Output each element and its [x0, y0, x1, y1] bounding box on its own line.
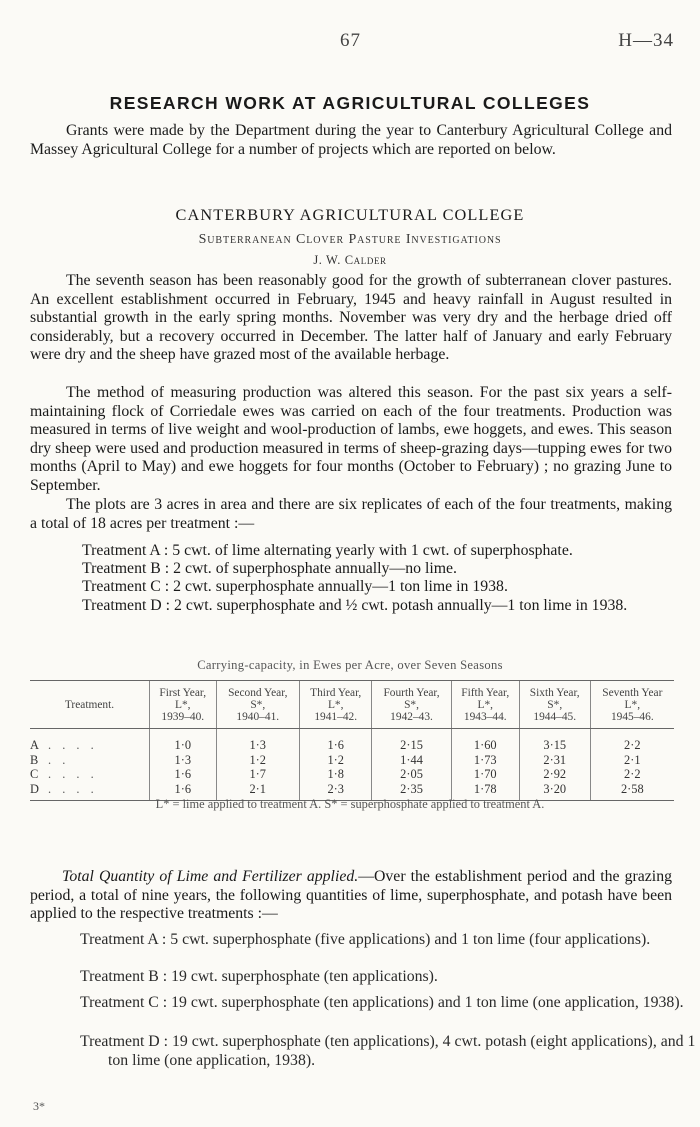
- table-cell: 1·3: [216, 729, 299, 753]
- table-caption: Carrying-capacity, in Ewes per Acre, over Seven Seasons: [197, 658, 503, 672]
- table-cell: 2·2: [590, 767, 674, 782]
- table-row: [30, 767, 674, 782]
- total-quantity-heading: Total Quantity of Lime and Fertilizer applied.: [62, 868, 359, 885]
- column-header: Second Year, S*, 1940–41.: [216, 681, 299, 729]
- column-header: Fifth Year, L*, 1943–44.: [451, 681, 519, 729]
- column-header: Fourth Year, S*, 1942–43.: [372, 681, 451, 729]
- table-cell: 2·05: [372, 767, 451, 782]
- table-cell: 2·35: [372, 782, 451, 801]
- treatment-item: [82, 542, 700, 560]
- paragraph-method: The method of measuring production was altered this season. For the past six years a self-maintaining flock of Corriedale ewes was carried on each of the four treatments. Production was measured in terms of live weight and wool-production of lambs, ewe hoggets, and ewes. This season dry sheep were used and production measured in terms of sheep-grazing days—tupping ewes for two months (April to May) and ewe hoggets for four months (October to February) ; no grazing June to September.: [30, 384, 672, 494]
- paragraph-season: The seventh season has been reasonably good for the growth of subterranean clover pastures. An excellent establishment occurred in February, 1945 and heavy rainfall in August resulted in substantial growth in the early spring months. November was very dry and the herbage dried off considerably, but a recovery occurred in December. The latter half of January and early February were dry and the sheep have grazed most of the available herbage.: [30, 272, 672, 364]
- table-cell: 3·20: [519, 782, 590, 801]
- table-cell: 1·6: [150, 782, 217, 801]
- treatment-label: Treatment A :: [80, 931, 167, 948]
- total-quantity-item: [80, 994, 700, 1013]
- table-cell: 1·6: [150, 767, 217, 782]
- table-cell: 2·1: [590, 753, 674, 768]
- treatment-label: Treatment D :: [82, 597, 171, 614]
- treatment-text: 19 cwt. superphosphate (ten applications) and 1 ton lime (one application, 1938).: [171, 994, 684, 1011]
- intro-paragraph: Grants were made by the Department during the year to Canterbury Agricultural College and Massey Agricultural College for a number of projects which are reported on below.: [30, 122, 672, 158]
- treatment-text: 19 cwt. superphosphate (ten applications).: [171, 968, 438, 985]
- table-cell: 1·6: [299, 729, 371, 753]
- table-cell: 1·2: [299, 753, 371, 768]
- treatment-item: [82, 560, 700, 578]
- row-header: Treatment.: [30, 681, 150, 729]
- table-cell: 2·92: [519, 767, 590, 782]
- row-label: B . .: [30, 752, 70, 767]
- treatment-item: [82, 597, 700, 615]
- treatment-text: 2 cwt. superphosphate annually—1 ton lime in 1938.: [173, 578, 508, 595]
- section-subheading: Subterranean Clover Pasture Investigations: [198, 232, 502, 247]
- table-row: [30, 729, 674, 753]
- treatment-text: 2 cwt. of superphosphate annually—no lime.: [173, 560, 457, 577]
- table-cell: 1·0: [150, 729, 217, 753]
- treatment-item: [82, 578, 700, 596]
- total-quantity-item: [80, 1033, 700, 1070]
- table-header-row: [30, 681, 674, 729]
- paragraph-plots: The plots are 3 acres in area and there are six replicates of each of the four treatments, making a total of 18 acres per treatment :—: [30, 496, 672, 532]
- row-label: A . . . .: [30, 738, 98, 752]
- table-cell: 2·1: [216, 782, 299, 801]
- column-header: Third Year, L*, 1941–42.: [299, 681, 371, 729]
- row-label: D . . . .: [30, 782, 150, 801]
- table-cell: 1·60: [451, 729, 519, 753]
- treatment-label: Treatment D :: [80, 1033, 169, 1050]
- table-cell: 2·3: [299, 782, 371, 801]
- table-cell: 2·2: [590, 729, 674, 753]
- page-number: 67: [340, 30, 361, 51]
- total-quantity-body: —Over the establishment period and the grazing period, a total of nine years, the following quantities of lime, superphosphate, and potash have been applied to the respective treatments :—: [30, 868, 672, 923]
- total-quantity-item: [80, 968, 700, 987]
- column-header: First Year, L*, 1939–40.: [150, 681, 217, 729]
- treatment-label: Treatment C :: [80, 994, 168, 1011]
- table-cell: 3·15: [519, 729, 590, 753]
- row-label: C . . . .: [30, 767, 98, 781]
- treatment-label: Treatment B :: [82, 560, 170, 577]
- page-title: RESEARCH WORK AT AGRICULTURAL COLLEGES: [109, 93, 591, 113]
- table-cell: 1·44: [372, 753, 451, 768]
- carrying-capacity-table: [30, 680, 674, 801]
- table-row: [30, 753, 674, 768]
- table-cell: 1·78: [451, 782, 519, 801]
- treatment-label: Treatment A :: [82, 542, 169, 559]
- treatment-text: 2 cwt. superphosphate and ½ cwt. potash annually—1 ton lime in 1938.: [174, 597, 628, 614]
- table-cell: 1·70: [451, 767, 519, 782]
- table-cell: 2·15: [372, 729, 451, 753]
- author-name: J. W. Calder: [313, 253, 387, 267]
- table-cell: 1·73: [451, 753, 519, 768]
- table-cell: 2·58: [590, 782, 674, 801]
- table-cell: 1·2: [216, 753, 299, 768]
- treatment-label: Treatment B :: [80, 968, 168, 985]
- table-cell: 1·7: [216, 767, 299, 782]
- treatment-text: 5 cwt. of lime alternating yearly with 1 cwt. of superphosphate.: [172, 542, 573, 559]
- treatment-label: Treatment C :: [82, 578, 170, 595]
- treatment-text: 5 cwt. superphosphate (five applications) and 1 ton lime (four applications).: [170, 931, 651, 948]
- treatment-text: 19 cwt. superphosphate (ten applications), 4 cwt. potash (eight applications), and 1 ton lime (one application, 1938).: [108, 1033, 696, 1069]
- table-cell: 2·31: [519, 753, 590, 768]
- college-heading: CANTERBURY AGRICULTURAL COLLEGE: [175, 205, 525, 224]
- total-quantity-item: [80, 931, 700, 950]
- column-header: Seventh Year L*, 1945–46.: [590, 681, 674, 729]
- column-header: Sixth Year, S*, 1944–45.: [519, 681, 590, 729]
- table-cell: 1·3: [150, 753, 217, 768]
- signature-mark: 3*: [33, 1099, 45, 1113]
- table-cell: 1·8: [299, 767, 371, 782]
- document-reference: H—34: [618, 30, 674, 51]
- table-footnote: L* = lime applied to treatment A. S* = superphosphate applied to treatment A.: [155, 797, 545, 811]
- total-quantity-paragraph: [30, 868, 672, 924]
